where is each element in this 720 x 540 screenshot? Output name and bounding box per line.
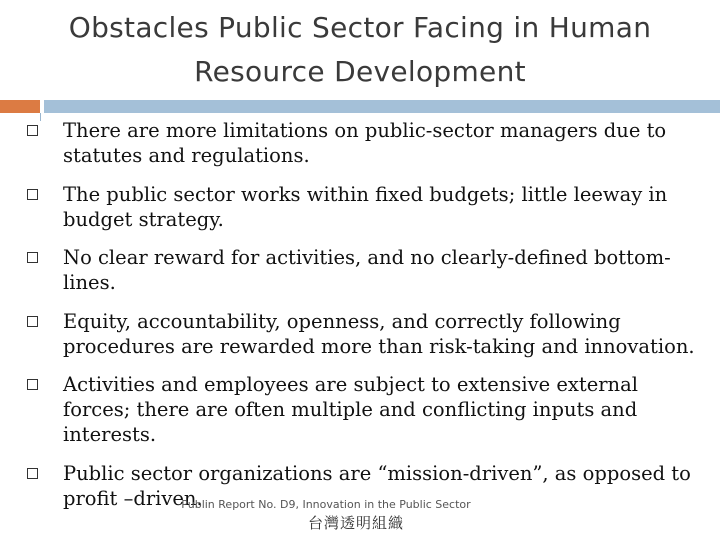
bullet-text: Public sector organizations are “mission-driven”, as opposed to profit –driven. <box>63 461 691 510</box>
bullet-list <box>0 118 720 525</box>
square-bullet-icon <box>27 125 38 136</box>
bullet-item <box>0 245 720 295</box>
slide-title <box>40 6 680 94</box>
accent-bar-orange <box>0 100 40 113</box>
bullet-text: No clear reward for activities, and no clearly-defined bottom-lines. <box>63 246 671 295</box>
square-bullet-icon <box>27 189 38 200</box>
footer-organization: 台灣透明組織 <box>307 514 404 532</box>
accent-bar-blue <box>44 100 720 113</box>
slide-title-line-2: Resource Development <box>194 55 526 88</box>
bullet-text: There are more limitations on public-sector managers due to statutes and regulations. <box>63 119 667 167</box>
square-bullet-icon <box>27 379 38 390</box>
square-bullet-icon <box>27 468 38 479</box>
bullet-item <box>0 118 720 168</box>
bullet-text: Activities and employees are subject to extensive external forces; there are often multiple and conflicting inputs and interests. <box>63 373 638 447</box>
bullet-item <box>0 182 720 232</box>
square-bullet-icon <box>27 252 38 263</box>
square-bullet-icon <box>27 316 38 327</box>
bullet-item <box>0 309 720 359</box>
bullet-text: The public sector works within fixed budgets; little leeway in budget strategy. <box>63 182 668 231</box>
footer-source: Publin Report No. D9, Innovation in the Public Sector <box>181 498 471 511</box>
bullet-text: Equity, accountability, openness, and correctly following procedures are rewarded more than risk-taking and innovation. <box>63 309 695 358</box>
slide-title-line-1: Obstacles Public Sector Facing in Human <box>68 11 652 44</box>
bullet-item <box>0 372 720 447</box>
